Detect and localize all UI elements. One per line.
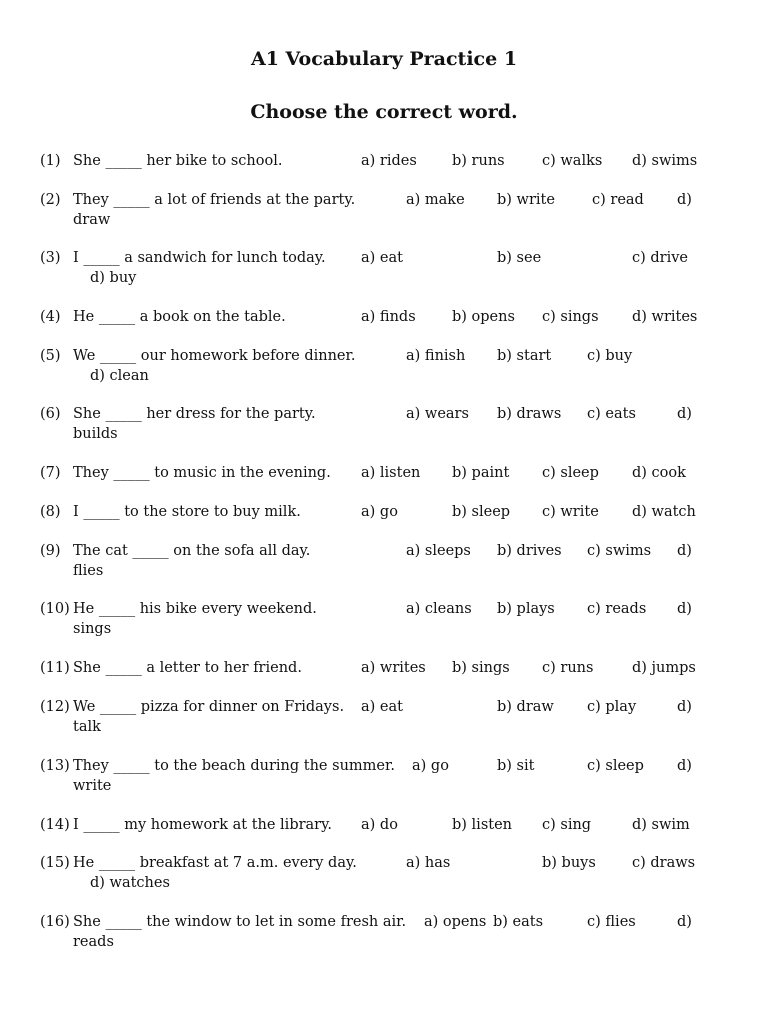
option-d: d) <box>677 192 692 208</box>
question-text: He _____ breakfast at 7 a.m. every day. <box>73 855 357 871</box>
question-number: (14) <box>40 817 70 833</box>
option-b: b) buys <box>542 855 596 871</box>
question-text: They _____ a lot of friends at the party. <box>73 192 356 208</box>
option-b: b) runs <box>452 153 505 169</box>
option-c: c) walks <box>542 153 603 169</box>
option-d-continued: write <box>73 778 112 794</box>
option-a: a) writes <box>361 660 426 676</box>
question-number: (15) <box>40 855 70 871</box>
option-c: c) sleep <box>542 465 599 481</box>
option-a: a) listen <box>361 465 421 481</box>
option-a: a) has <box>406 855 451 871</box>
option-d: d) writes <box>632 309 698 325</box>
option-c: c) sings <box>542 309 599 325</box>
option-a: a) go <box>361 504 398 520</box>
question-number: (10) <box>40 601 70 617</box>
option-a: a) eat <box>361 250 403 266</box>
question-text: The cat _____ on the sofa all day. <box>73 543 311 559</box>
question-3 <box>40 248 740 288</box>
question-12 <box>40 697 740 737</box>
option-a: a) wears <box>406 406 469 422</box>
question-text: She _____ her dress for the party. <box>73 406 316 422</box>
question-number: (16) <box>40 914 70 930</box>
question-text: They _____ to music in the evening. <box>73 465 331 481</box>
option-b: b) write <box>497 192 555 208</box>
option-a: a) finish <box>406 348 466 364</box>
question-number: (6) <box>40 406 61 422</box>
question-number: (4) <box>40 309 61 325</box>
question-number: (13) <box>40 758 70 774</box>
option-a: a) make <box>406 192 465 208</box>
option-d-continued: sings <box>73 621 112 637</box>
question-text: She _____ the window to let in some fresh air. <box>73 914 407 930</box>
option-d: d) cook <box>632 465 686 481</box>
option-a: a) finds <box>361 309 416 325</box>
option-d: d) clean <box>90 368 149 384</box>
option-c: c) buy <box>587 348 633 364</box>
question-15 <box>40 853 740 893</box>
option-b: b) sings <box>452 660 510 676</box>
option-a: a) do <box>361 817 398 833</box>
option-d: d) buy <box>90 270 137 286</box>
option-d: d) <box>677 601 692 617</box>
option-b: b) plays <box>497 601 555 617</box>
question-14 <box>40 815 740 855</box>
option-c: c) write <box>542 504 599 520</box>
option-d: d) watch <box>632 504 696 520</box>
question-number: (11) <box>40 660 70 676</box>
question-text: He _____ a book on the table. <box>73 309 286 325</box>
option-c: c) swims <box>587 543 652 559</box>
option-d: d) <box>677 406 692 422</box>
question-1 <box>40 151 740 191</box>
option-d: d) jumps <box>632 660 696 676</box>
option-c: c) flies <box>587 914 636 930</box>
option-d-continued: builds <box>73 426 118 442</box>
question-number: (9) <box>40 543 61 559</box>
question-text: We _____ our homework before dinner. <box>73 348 356 364</box>
option-d: d) <box>677 914 692 930</box>
option-d: d) watches <box>90 875 170 891</box>
question-7 <box>40 463 740 503</box>
page-title: A1 Vocabulary Practice 1 <box>250 48 518 70</box>
question-6 <box>40 404 740 444</box>
option-c: c) reads <box>587 601 647 617</box>
question-number: (5) <box>40 348 61 364</box>
question-2 <box>40 190 740 230</box>
question-number: (7) <box>40 465 61 481</box>
option-d: d) <box>677 543 692 559</box>
option-c: c) sing <box>542 817 592 833</box>
option-d-continued: reads <box>73 934 114 950</box>
question-5 <box>40 346 740 386</box>
question-text: I _____ a sandwich for lunch today. <box>73 250 326 266</box>
option-c: c) draws <box>632 855 696 871</box>
question-8 <box>40 502 740 542</box>
option-b: b) see <box>497 250 542 266</box>
question-4 <box>40 307 740 347</box>
question-number: (12) <box>40 699 70 715</box>
question-number: (1) <box>40 153 61 169</box>
option-d-continued: draw <box>73 212 111 228</box>
instruction-heading: Choose the correct word. <box>250 101 518 123</box>
question-text: He _____ his bike every weekend. <box>73 601 317 617</box>
option-c: c) runs <box>542 660 594 676</box>
question-13 <box>40 756 740 796</box>
question-number: (8) <box>40 504 61 520</box>
option-a: a) rides <box>361 153 417 169</box>
option-b: b) draw <box>497 699 554 715</box>
question-text: She _____ a letter to her friend. <box>73 660 302 676</box>
option-d-continued: flies <box>73 563 104 579</box>
option-c: c) drive <box>632 250 689 266</box>
option-b: b) paint <box>452 465 510 481</box>
option-a: a) opens <box>424 914 487 930</box>
option-b: b) sleep <box>452 504 511 520</box>
option-d-continued: talk <box>73 719 101 735</box>
option-b: b) opens <box>452 309 515 325</box>
question-9 <box>40 541 740 581</box>
option-c: c) play <box>587 699 637 715</box>
question-16 <box>40 912 740 952</box>
question-text: She _____ her bike to school. <box>73 153 283 169</box>
option-a: a) cleans <box>406 601 472 617</box>
option-a: a) eat <box>361 699 403 715</box>
question-11 <box>40 658 740 698</box>
option-b: b) start <box>497 348 552 364</box>
option-d: d) <box>677 699 692 715</box>
question-10 <box>40 599 740 639</box>
question-text: They _____ to the beach during the summer. <box>73 758 395 774</box>
option-a: a) go <box>412 758 449 774</box>
question-number: (2) <box>40 192 61 208</box>
question-text: We _____ pizza for dinner on Fridays. <box>73 699 345 715</box>
option-d: d) swim <box>632 817 690 833</box>
option-c: c) read <box>592 192 644 208</box>
question-text: I _____ my homework at the library. <box>73 817 332 833</box>
option-c: c) eats <box>587 406 636 422</box>
option-b: b) listen <box>452 817 513 833</box>
option-b: b) draws <box>497 406 562 422</box>
option-d: d) swims <box>632 153 698 169</box>
option-b: b) sit <box>497 758 535 774</box>
option-c: c) sleep <box>587 758 644 774</box>
question-text: I _____ to the store to buy milk. <box>73 504 301 520</box>
option-a: a) sleeps <box>406 543 471 559</box>
option-b: b) eats <box>493 914 544 930</box>
option-d: d) <box>677 758 692 774</box>
question-number: (3) <box>40 250 61 266</box>
option-b: b) drives <box>497 543 562 559</box>
